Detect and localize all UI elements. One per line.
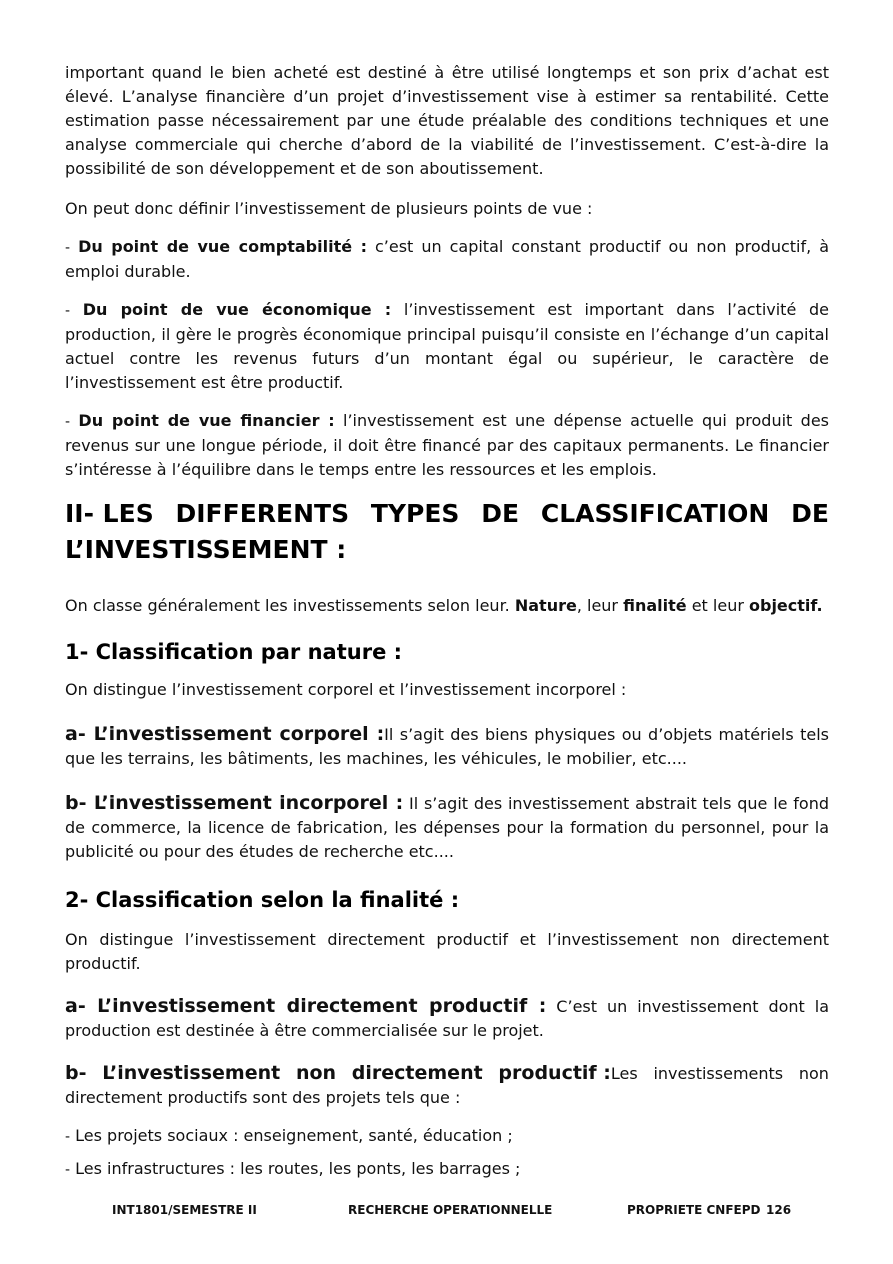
term-word: directement <box>351 1062 483 1084</box>
list-item <box>65 1157 829 1182</box>
viewpoint-comptable <box>65 235 829 284</box>
bullet-dash: - <box>65 240 71 256</box>
paragraph-intro: important quand le bien acheté est destiné à être utilisé longtemps et son prix d’achat est élevé. L’analyse financière d’un projet d’investissement vise à estimer sa rentabilité. Cette estimation passe nécessairement par une étude préalable des conditions techniques et une analyse commerciale qui cherche d’abord de la viabilité de l’investissement. C’est-à-dire la possibilité de son développement et de son aboutissement. <box>65 63 829 178</box>
section-title-line-1 <box>65 496 829 532</box>
viewpoint-text: l’investissement est important dans l’activité de production, il gère le progrès économique principal puisqu’il consiste en l’échange d’un capital actuel contre les revenus futurs d’un montant égal ou supérieur, le caractère de l’investissement est être productif. <box>65 300 829 392</box>
viewpoint-label: Du point de vue économique : <box>82 300 392 319</box>
footer-owner: PROPRIETE CNFEPD <box>627 1203 761 1217</box>
investissement-corporel <box>65 722 829 771</box>
investissement-incorporel <box>65 791 829 864</box>
title-word: DIFFERENTS <box>175 499 350 528</box>
viewpoint-financier <box>65 409 829 482</box>
investissement-non-directement-productif <box>65 1061 829 1110</box>
viewpoint-text: l’investissement est une dépense actuelle qui produit des revenus sur une longue période, il doit être financé par des capitaux permanents. Le financier s’intéresse à l’équilibre dans le temps entre les ressources et les emplois. <box>65 411 829 479</box>
investissement-directement-productif <box>65 994 829 1043</box>
term-word: non <box>295 1062 337 1084</box>
footer-code: INT1801/SEMESTRE II <box>112 1203 257 1217</box>
heading-classification-finalite: 2- Classification selon la finalité : <box>65 888 460 912</box>
term-word: b- <box>65 1062 87 1084</box>
keyword-objectif: objectif. <box>749 596 823 615</box>
section-title-line-2: L’INVESTISSEMENT : <box>65 535 347 564</box>
paragraph-viewpoints-intro: On peut donc définir l’investissement de plusieurs points de vue : <box>65 199 593 218</box>
list-item-text: Les infrastructures : les routes, les ponts, les barrages ; <box>70 1159 521 1178</box>
nature-intro: On distingue l’investissement corporel et l’investissement incorporel : <box>65 680 627 699</box>
bullet-dash: - <box>65 1129 71 1145</box>
term-word <box>498 1061 637 1086</box>
classification-intro <box>65 594 829 618</box>
bullet-dash: - <box>65 303 71 319</box>
term-text: C’est un investissement dont la production est destinée à être commercialisée sur le projet. <box>65 997 830 1040</box>
footer-course: RECHERCHE OPERATIONNELLE <box>348 1203 553 1217</box>
term-word: non <box>798 1064 829 1083</box>
term-label: a- L’investissement directement productif : <box>65 995 547 1017</box>
bullet-dash: - <box>65 1162 71 1178</box>
title-word: DE <box>481 499 520 528</box>
viewpoint-economique <box>65 298 829 395</box>
term-label: b- L’investissement incorporel : <box>65 792 404 814</box>
heading-classification-nature: 1- Classification par nature : <box>65 640 403 664</box>
term-text: Il s’agit des investissement abstrait tels que le fond de commerce, la licence de fabrication, les dépenses pour la formation du personnel, pour la publicité ou pour des études de recherche etc.... <box>65 794 830 861</box>
term-line-1 <box>65 1061 829 1086</box>
title-word: DE <box>791 499 829 528</box>
viewpoint-text: c’est un capital constant productif ou non productif, à emploi durable. <box>65 237 830 281</box>
page-number: 126 <box>766 1203 792 1217</box>
viewpoint-label: Du point de vue comptabilité : <box>78 237 367 256</box>
keyword-nature: Nature <box>514 596 577 615</box>
bullet-dash: - <box>65 414 71 430</box>
title-word: II- LES <box>65 499 154 528</box>
finalite-intro: On distingue l’investissement directement productif et l’investissement non directement productif. <box>65 930 829 973</box>
list-item-text: Les projets sociaux : enseignement, santé, éducation ; <box>70 1126 513 1145</box>
document-page <box>65 61 829 1182</box>
intro-text: On classe généralement les investissements selon leur. <box>65 596 515 615</box>
keyword-finalite: finalité <box>623 596 687 615</box>
title-word: CLASSIFICATION <box>540 499 770 528</box>
intro-text: et leur <box>686 596 749 615</box>
term-line-2: directement productifs sont des projets tels que : <box>65 1088 461 1107</box>
term-word: L’investissement <box>102 1062 281 1084</box>
term-word-tail: Les <box>610 1064 638 1083</box>
term-label: a- L’investissement corporel : <box>65 723 385 745</box>
term-text: Il s’agit des biens physiques ou d’objets matériels tels que les terrains, les bâtiments, les machines, les véhicules, le mobilier, etc.... <box>65 725 829 768</box>
viewpoint-label: Du point de vue financier : <box>78 411 335 430</box>
term-word-bold: productif : <box>498 1062 611 1084</box>
term-word: investissements <box>653 1064 784 1083</box>
title-word: TYPES <box>370 499 460 528</box>
intro-text: , leur <box>576 596 624 615</box>
list-item <box>65 1124 829 1149</box>
section-title <box>65 496 829 568</box>
